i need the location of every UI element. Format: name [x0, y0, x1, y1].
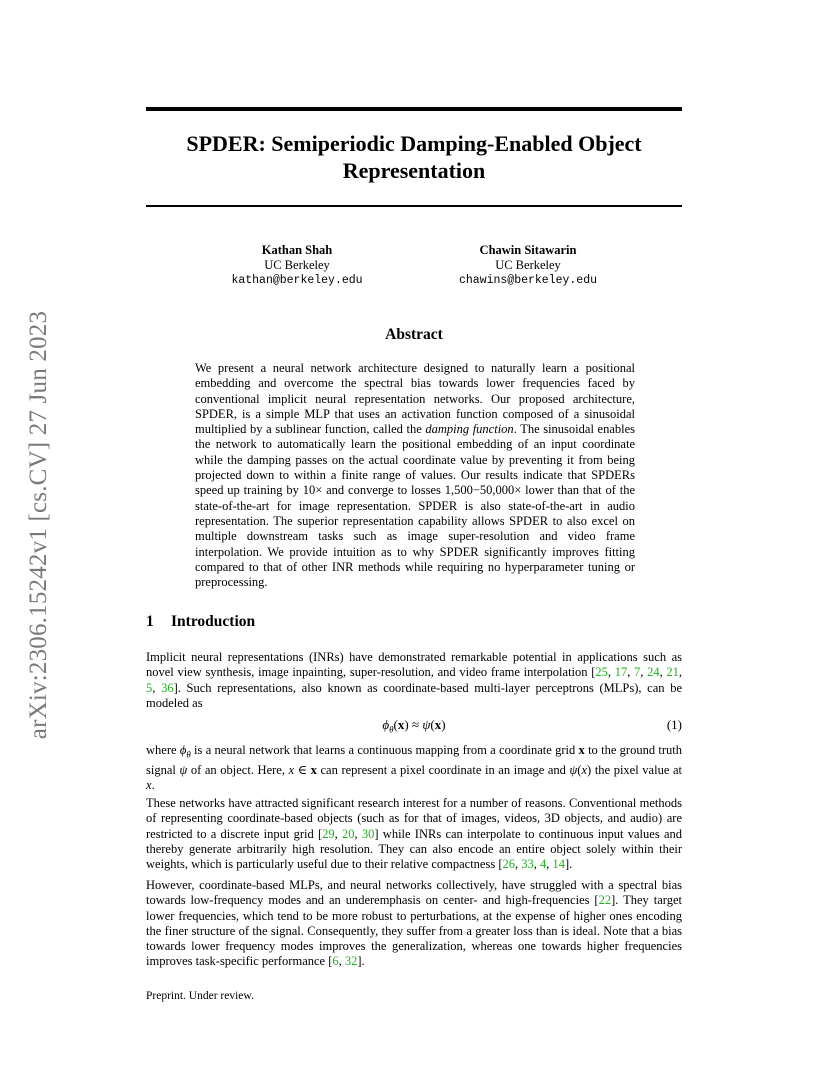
equation-1 [146, 717, 682, 735]
arxiv-identifier: arXiv:2306.15242v1 [cs.CV] 27 Jun 2023 [25, 310, 52, 740]
citation-link[interactable]: 26 [502, 857, 515, 872]
author-name: Chawin Sitawarin [479, 243, 577, 257]
citation-link[interactable]: 6 [332, 954, 339, 969]
citation-link[interactable]: 7 [634, 665, 641, 680]
abstract-heading: Abstract [385, 326, 443, 343]
citation-link[interactable]: 25 [595, 665, 608, 680]
citation-link[interactable]: 14 [552, 857, 565, 872]
intro-paragraph-3: These networks have attracted significant research interest for a number of reasons. Conventional methods of representing coordinate-based objects (such as for that of images, videos, 3D objects, and audio) are restricted to a discrete input grid [29, 20, 30] while INRs can interpolate to continuous input values and thereby generate arbitrarily high resolution. They can also encode an entire object solely within their weights, which is particularly useful due to their relative compactness [26, 33, 4, 14]. [146, 796, 682, 872]
author-1 [187, 243, 407, 288]
citation-link[interactable]: 17 [614, 665, 628, 680]
author-affiliation: UC Berkeley [495, 258, 561, 272]
citation-link[interactable]: 33 [521, 857, 534, 872]
author-affiliation: UC Berkeley [264, 258, 330, 272]
intro-paragraph-1: Implicit neural representations (INRs) have demonstrated remarkable potential in applications such as novel view synthesis, image inpainting, super-resolution, and video frame interpolation [25, 17, 7, 24, 21, 5, 36]. Such representations, also known as coordinate-based multi-layer perceptrons (MLPs), can be modeled as [146, 650, 683, 710]
author-email[interactable]: chawins@berkeley.edu [458, 274, 598, 287]
equation-number: (1) [666, 717, 682, 732]
citation-link[interactable]: 22 [598, 893, 612, 908]
citation-link[interactable]: 30 [361, 826, 375, 841]
arxiv-sidebar [22, 290, 56, 760]
author-name: Kathan Shah [261, 243, 333, 257]
preprint-footer: Preprint. Under review. [146, 990, 254, 1002]
author-email[interactable]: kathan@berkeley.edu [231, 274, 363, 287]
section-heading-introduction [146, 613, 255, 631]
equation-body: $\phi_\theta(x) \approx \psi(x)$ [382, 717, 446, 735]
citation-link[interactable]: 29 [322, 826, 335, 841]
citation-link[interactable]: 4 [540, 857, 547, 872]
author-2 [418, 243, 638, 288]
title-line-2: Representation [342, 158, 486, 183]
paper-title [146, 130, 682, 184]
abstract-text: We present a neural network architecture designed to naturally learn a positional embedding and overcome the spectral bias towards lower frequencies faced by conventional implicit neural representation networks. Our proposed architecture, SPDER, is a simple MLP that uses an activation function composed of a sinusoidal multiplied by a sublinear function, called the damping function. The sinusoidal enables the network to automatically learn the positional embedding of an input coordinate while the damping passes on the actual coordinate value by preventing it from being projected down to within a finite range of values. Our results indicate that SPDERs speed up training by 10× and converge to losses 1,500−50,000× lower than that of the state-of-the-art for image representation. SPDER is also state-of-the-art in audio representation. The superior representation capability allows SPDER to also excel on multiple downstream tasks such as image super-resolution and video frame interpolation. We provide intuition as to why SPDER significantly improves fitting compared to that of other INR methods while requiring no hyperparameter tuning or preprocessing. [195, 361, 636, 590]
citation-link[interactable]: 36 [161, 680, 174, 695]
section-number: 1 [146, 613, 154, 630]
intro-paragraph-2: where $\phi_\theta$ is a neural network that learns a continuous mapping from a coordinate grid x to the ground truth signal ψ of an object. Here, x ∈ x can represent a pixel coordinate in an image and ψ(x) the pixel value at x. [146, 743, 683, 793]
title-bottom-rule [146, 205, 682, 207]
section-title: Introduction [171, 613, 256, 630]
citation-link[interactable]: 5 [146, 680, 153, 695]
citation-link[interactable]: 24 [647, 665, 660, 680]
intro-paragraph-4: However, coordinate-based MLPs, and neural networks collectively, have struggled with a spectral bias towards low-frequency modes and an underemphasis on center- and high-frequencies [22]. They target lower frequencies, which tend to be more robust to perturbations, at the expense of higher ones encoding the finer structure of the signal. Consequently, they suffer from a greater loss than is ideal. Note that a bias towards lower frequency modes improves the generalization, whereas one towards higher frequencies improves task-specific performance [6, 32]. [146, 878, 682, 969]
citation-link[interactable]: 21 [666, 665, 679, 680]
citation-link[interactable]: 32 [344, 954, 358, 969]
title-line-1: SPDER: Semiperiodic Damping-Enabled Object [186, 131, 642, 156]
title-top-rule [146, 107, 682, 111]
citation-link[interactable]: 20 [342, 826, 355, 841]
damping-function-emphasis: damping function [425, 422, 514, 437]
